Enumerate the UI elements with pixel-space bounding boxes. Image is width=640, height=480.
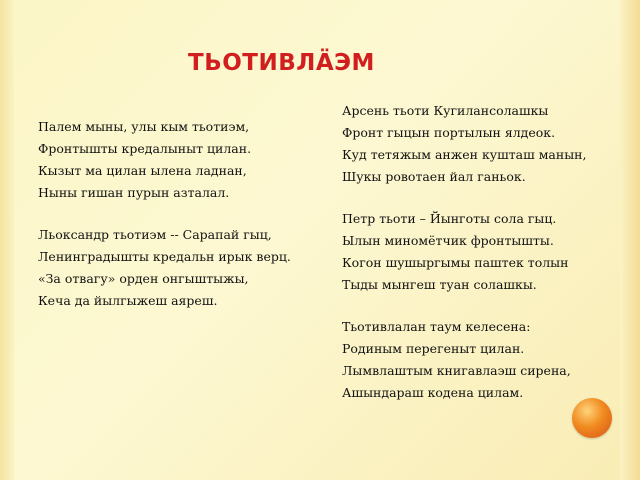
poem-line: «За отвагу» орден онгыштыжы, — [38, 271, 249, 286]
right-poem-column — [342, 102, 607, 406]
left-frame-border — [0, 0, 14, 480]
stanza-gap — [342, 190, 607, 210]
poem-line: Ныны гишан пурын азталал. — [38, 185, 230, 200]
poem-line: Тьотивлалан таум келесена: — [342, 319, 531, 334]
poem-line: Льоксандр тьотиэм -- Сарапай гыц, — [38, 227, 272, 242]
poem-line: Шукы ровотаен йал ганьок. — [342, 169, 526, 184]
orange-orb-icon — [572, 398, 612, 438]
poem-line: Родиным перегеныт цилан. — [342, 341, 525, 356]
poem-line: Когон шушыргымы паштек толын — [342, 255, 569, 270]
stanza-gap — [342, 298, 607, 318]
poem-line: Арсень тьоти Кугилансолашкы — [342, 103, 549, 118]
poem-line: Фронтышты кредалыныт цилан. — [38, 141, 252, 156]
right-frame-border — [620, 0, 640, 480]
slide-title: ТЬОТИВЛӒЭМ — [188, 50, 375, 76]
poem-line: Куд тетяжым анжен кушташ манын, — [342, 147, 587, 162]
poem-line: Кызыт ма цилан ылена ладнан, — [38, 163, 247, 178]
poem-line: Петр тьоти – Йынготы сола гыц. — [342, 211, 557, 226]
poem-line: Фронт гыцын портылын ялдеок. — [342, 125, 556, 140]
poem-line: Тыды мынгеш туан солашкы. — [342, 277, 537, 292]
poem-line: Ашындараш кодена цилам. — [342, 385, 524, 400]
poem-line: Ылын миномётчик фронтышты. — [342, 233, 554, 248]
poem-line: Кеча да йылгыжеш аяреш. — [38, 293, 218, 308]
poem-line: Ленинградышты кредальн ирык верц. — [38, 249, 291, 264]
stanza-gap — [38, 206, 296, 226]
poem-line: Лымвлаштым книгавлаэш сирена, — [342, 363, 571, 378]
poem-line: Палем мыны, улы кым тьотиэм, — [38, 119, 250, 134]
left-poem-column — [38, 118, 296, 314]
